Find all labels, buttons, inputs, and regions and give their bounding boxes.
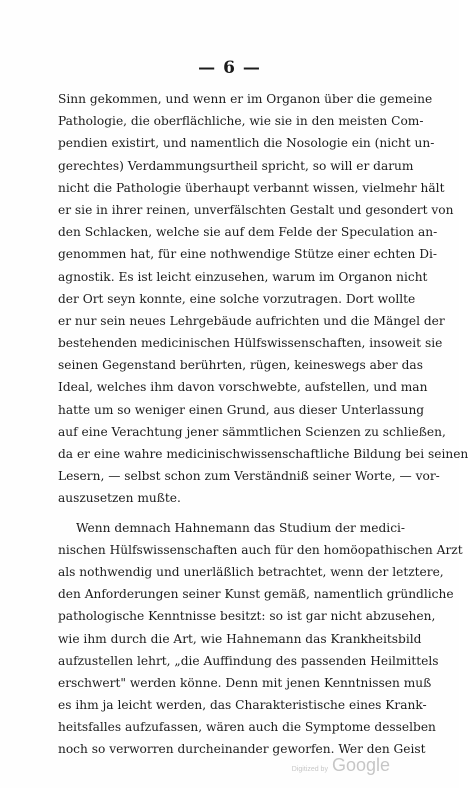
- text-line: heitsfalles aufzufassen, wären auch die Symptome desselben: [58, 720, 436, 735]
- digitized-watermark: [292, 755, 390, 776]
- text-line: den Anforderungen seiner Kunst gemäß, namentlich gründliche: [58, 587, 454, 602]
- text-line: agnostik. Es ist leicht einzusehen, warum im Organon nicht: [58, 269, 428, 284]
- text-line: Sinn gekommen, und wenn er im Organon über die gemeine: [58, 92, 433, 106]
- text-line: es ihm ja leicht werden, das Charakteristische eines Krank-: [58, 698, 427, 713]
- text-line: Pathologie, die oberflächliche, wie sie in den meisten Com-: [58, 114, 424, 129]
- text-line: pendien existirt, und namentlich die Nosologie ein (nicht un-: [58, 136, 435, 151]
- text-line: den Schlacken, welche sie auf dem Felde der Speculation an-: [58, 225, 438, 240]
- text-line: gerechtes) Verdammungsurtheil spricht, so will er darum: [58, 158, 414, 173]
- google-logo: Google: [331, 755, 390, 775]
- text-line: aufzustellen lehrt, „die Auffindung des passenden Heilmittels: [58, 653, 439, 668]
- text-line: er sie in ihrer reinen, unverfälschten Gestalt und gesondert von: [58, 202, 454, 217]
- text-line: Lesern, — selbst schon zum Verständniß seiner Worte, — vor-: [58, 469, 440, 484]
- text-line: noch so verworren durcheinander geworfen. Wer den Geist: [58, 742, 426, 757]
- page-number: — 6 —: [198, 58, 261, 78]
- text-line: nischen Hülfswissenschaften auch für den homöopathischen Arzt: [58, 542, 463, 557]
- text-line: genommen hat, für eine nothwendige Stütze einer echten Di-: [58, 247, 438, 262]
- text-line: als nothwendig und unerläßlich betrachtet, wenn der letztere,: [58, 564, 444, 579]
- text-line: Wenn demnach Hahnemann das Studium der medici-: [76, 520, 406, 535]
- paragraph-2: [58, 517, 463, 761]
- text-line: er nur sein neues Lehrgebäude aufrichten und die Mängel der: [58, 313, 445, 328]
- body-text: [58, 88, 468, 761]
- text-line: da er eine wahre medicinischwissenschaftliche Bildung bei seinen: [58, 447, 468, 461]
- text-line: auszusetzen mußte.: [58, 491, 181, 506]
- text-line: Ideal, welches ihm davon vorschwebte, aufstellen, und man: [58, 380, 428, 395]
- text-line: bestehenden medicinischen Hülfswissenschaften, insoweit sie: [58, 336, 443, 351]
- text-line: auf eine Verachtung jener sämmtlichen Scienzen zu schließen,: [58, 424, 446, 439]
- text-line: wie ihm durch die Art, wie Hahnemann das Krankheitsbild: [58, 631, 422, 646]
- text-line: nicht die Pathologie überhaupt verbannt wissen, vielmehr hält: [58, 180, 445, 195]
- text-line: pathologische Kenntnisse besitzt: so ist gar nicht abzusehen,: [58, 609, 436, 624]
- watermark-prefix: Digitized by: [291, 766, 328, 773]
- text-line: erschwert" werden könne. Denn mit jenen Kenntnissen muß: [58, 675, 432, 690]
- paragraph-gap: [58, 510, 380, 517]
- text-line: seinen Gegenstand berührten, rügen, keineswegs aber das: [58, 358, 423, 373]
- text-line: der Ort seyn konnte, eine solche vorzutragen. Dort wollte: [58, 291, 416, 306]
- text-line: hatte um so weniger einen Grund, aus dieser Unterlassung: [58, 402, 425, 417]
- paragraph-1: [58, 88, 468, 510]
